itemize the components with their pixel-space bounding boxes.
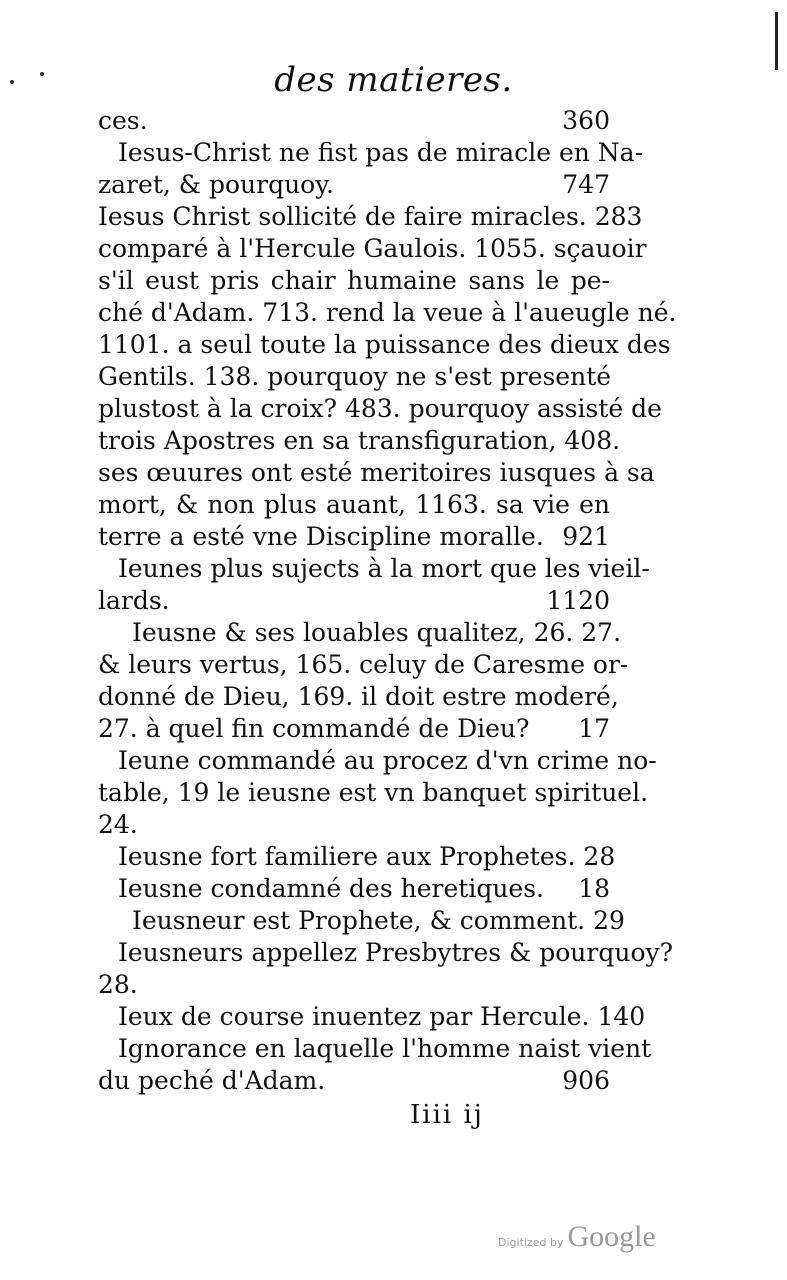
index-entry: 1101. a seul toute la puissance des dieux des (98, 330, 671, 359)
index-entry: table, 19 le ieusne est vn banquet spirituel. (98, 778, 649, 807)
index-entry: comparé à l'Hercule Gaulois. 1055. sçauoir (98, 234, 647, 263)
index-entry: Ieusne condamné des heretiques. 18 (118, 874, 610, 903)
index-entry: ces. 360 (98, 106, 610, 135)
index-entry: ché d'Adam. 713. rend la veue à l'aueugle né. (98, 298, 677, 327)
index-entry: 27. à quel fin commandé de Dieu? 17 (98, 714, 610, 743)
index-entry: mort, & non plus auant, 1163. sa vie en (98, 490, 610, 519)
index-entry: lards. 1120 (98, 586, 610, 615)
index-entry: Ieusne fort familiere aux Prophetes. 28 (118, 842, 616, 871)
index-entry: Gentils. 138. pourquoy ne s'est presenté (98, 362, 612, 391)
index-entry: Ieune commandé au procez d'vn crime no- (118, 746, 657, 775)
index-entry: du peché d'Adam. 906 (98, 1066, 610, 1095)
index-entry: Iesus-Christ ne fist pas de miracle en Na- (118, 138, 644, 167)
index-entry: plustost à la croix? 483. pourquoy assisté de (98, 394, 662, 423)
index-entry: Ieusne & ses louables qualitez, 26. 27. (132, 618, 622, 647)
google-logo: Google (567, 1220, 656, 1253)
index-entry: donné de Dieu, 169. il doit estre moderé, (98, 682, 619, 711)
digitized-watermark (498, 1220, 656, 1254)
index-entry: ses œuures ont esté meritoires iusques à sa (98, 458, 655, 487)
index-entry: 28. (98, 970, 138, 999)
watermark-prefix: Digitized by (498, 1236, 564, 1249)
index-entry: Ieunes plus sujects à la mort que les vieil- (118, 554, 650, 583)
index-entry: Ieusneurs appellez Presbytres & pourquoy? (118, 938, 674, 967)
index-entry: terre a esté vne Discipline moralle. 921 (98, 522, 610, 551)
index-entry: Ignorance en laquelle l'homme naist vient (118, 1034, 652, 1063)
signature-mark: Iiii ij (410, 1100, 484, 1130)
index-entry: Ieusneur est Prophete, & comment. 29 (132, 906, 625, 935)
index-entry: s'il eust pris chair humaine sans le pe- (98, 266, 610, 295)
index-entry: zaret, & pourquoy. 747 (98, 170, 610, 199)
index-entry: Ieux de course inuentez par Hercule. 140 (118, 1002, 646, 1031)
index-entry: Iesus Christ sollicité de faire miracles. 283 (98, 202, 643, 231)
index-entry: & leurs vertus, 165. celuy de Caresme or- (98, 650, 629, 679)
running-head: des matieres. (274, 60, 513, 100)
index-entry: 24. (98, 810, 138, 839)
index-entry: trois Apostres en sa transfiguration, 408. (98, 426, 621, 455)
